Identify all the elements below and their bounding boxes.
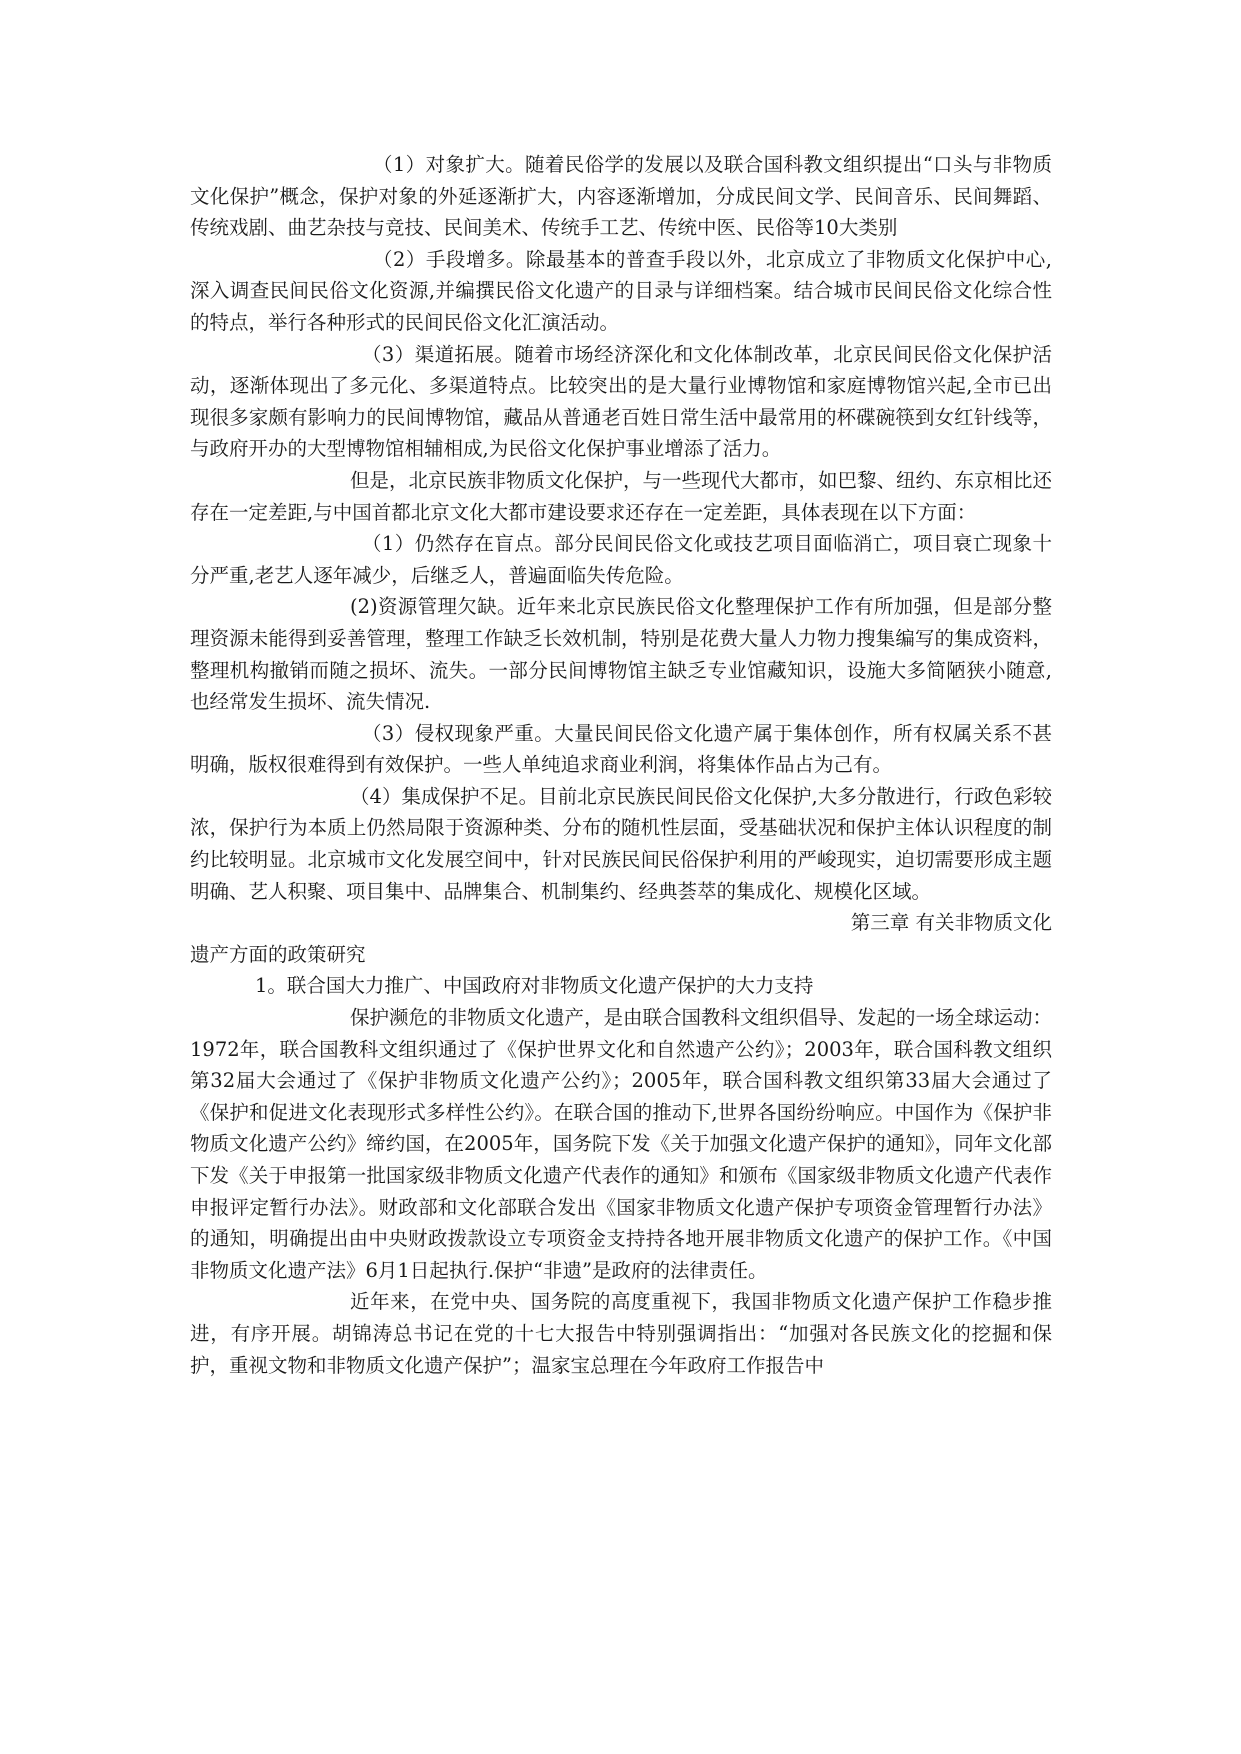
- paragraph-channel-expansion: （3）渠道拓展。随着市场经济深化和文化体制改革，北京民间民俗文化保护活动，逐渐体现出了多元化、多渠道特点。比较突出的是大量行业博物馆和家庭博物馆兴起,全市已出现很多家颇有影响力的民间博物馆，藏品从普通老百姓日常生活中最常用的杯碟碗筷到女红针线等，与政府开办的大型博物馆相辅相成,为民俗文化保护事业增添了活力。: [190, 342, 1052, 461]
- paragraph-means-increase: （2）手段增多。除最基本的普查手段以外，北京成立了非物质文化保护中心,深入调查民间民俗文化资源,并编撰民俗文化遗产的目录与详细档案。结合城市民间民俗文化综合性的特点，举行各种形式的民间民俗文化汇演活动。: [190, 247, 1052, 334]
- document-body: [190, 149, 1052, 1381]
- section-heading-1: 1。联合国大力推广、中国政府对非物质文化遗产保护的大力支持: [255, 974, 814, 998]
- paragraph-un-campaign: 保护濒危的非物质文化遗产，是由联合国教科文组织倡导、发起的一场全球运动：1972年，联合国教科文组织通过了《保护世界文化和自然遗产公约》；2003年，联合国科教文组织第32届大会通过了《保护非物质文化遗产公约》；2005年，联合国科教文组织第33届大会通过了《保护和促进文化表现形式多样性公约》。在联合国的推动下,世界各国纷纷响应。中国作为《保护非物质文化遗产公约》缔约国，在2005年，国务院下发《关于加强文化遗产保护的通知》，同年文化部下发《关于申报第一批国家级非物质文化遗产代表作的通知》和颁布《国家级非物质文化遗产代表作申报评定暂行办法》。财政部和文化部联合发出《国家非物质文化遗产保护专项资金管理暂行办法》的通知，明确提出由中央财政拨款设立专项资金支持持各地开展非物质文化遗产的保护工作。《中国非物质文化遗产法》6月1日起执行.保护“非遗”是政府的法律责任。: [190, 1006, 1053, 1282]
- chapter-heading: 第三章 有关非物质文化: [850, 911, 1052, 935]
- paragraph-infringement: （3）侵权现象严重。大量民间民俗文化遗产属于集体创作，所有权属关系不甚明确，版权很难得到有效保护。一些人单纯追求商业利润，将集体作品占为己有。: [190, 721, 1052, 777]
- paragraph-blind-spots: （1）仍然存在盲点。部分民间民俗文化或技艺项目面临消亡，项目衰亡现象十分严重,老艺人逐年减少，后继乏人，普遍面临失传危险。: [190, 532, 1052, 587]
- paragraph-integration-lacking: （4）集成保护不足。目前北京民族民间民俗文化保护,大多分散进行，行政色彩较浓，保护行为本质上仍然局限于资源种类、分布的随机性层面，受基础状况和保护主体认识程度的制约比较明显。北京城市文化发展空间中，针对民族民间民俗保护利用的严峻现实，迫切需要形成主题明确、艺人积聚、项目集中、品牌集合、机制集约、经典荟萃的集成化、规模化区域。: [190, 784, 1052, 903]
- paragraph-object-expansion: （1）对象扩大。随着民俗学的发展以及联合国科教文组织提出“口头与非物质文化保护”概念，保护对象的外延逐渐扩大，内容逐渐增加，分成民间文学、民间音乐、民间舞蹈、传统戏剧、曲艺杂技与竞技、民间美术、传统手工艺、传统中医、民俗等10大类别: [190, 153, 1052, 240]
- paragraph-resource-management: (2)资源管理欠缺。近年来北京民族民俗文化整理保护工作有所加强，但是部分整理资源未能得到妥善管理，整理工作缺乏长效机制，特别是花费大量人力物力搜集编写的集成资料，整理机构撤销而随之损坏、流失。一部分民间博物馆主缺乏专业馆藏知识，设施大多简陋狭小随意,也经常发生损坏、流失情况.: [190, 595, 1052, 714]
- chapter-heading-continued: 遗产方面的政策研究: [190, 942, 366, 966]
- paragraph-recent-years: 近年来，在党中央、国务院的高度重视下，我国非物质文化遗产保护工作稳步推进，有序开展。胡锦涛总书记在党的十七大报告中特别强调指出：“加强对各民族文化的挖掘和保护，重视文物和非物质文化遗产保护”；温家宝总理在今年政府工作报告中: [190, 1290, 1052, 1377]
- paragraph-gap-intro: 但是，北京民族非物质文化保护，与一些现代大都市，如巴黎、纽约、东京相比还存在一定差距,与中国首都北京文化大都市建设要求还存在一定差距，具体表现在以下方面：: [190, 468, 1053, 524]
